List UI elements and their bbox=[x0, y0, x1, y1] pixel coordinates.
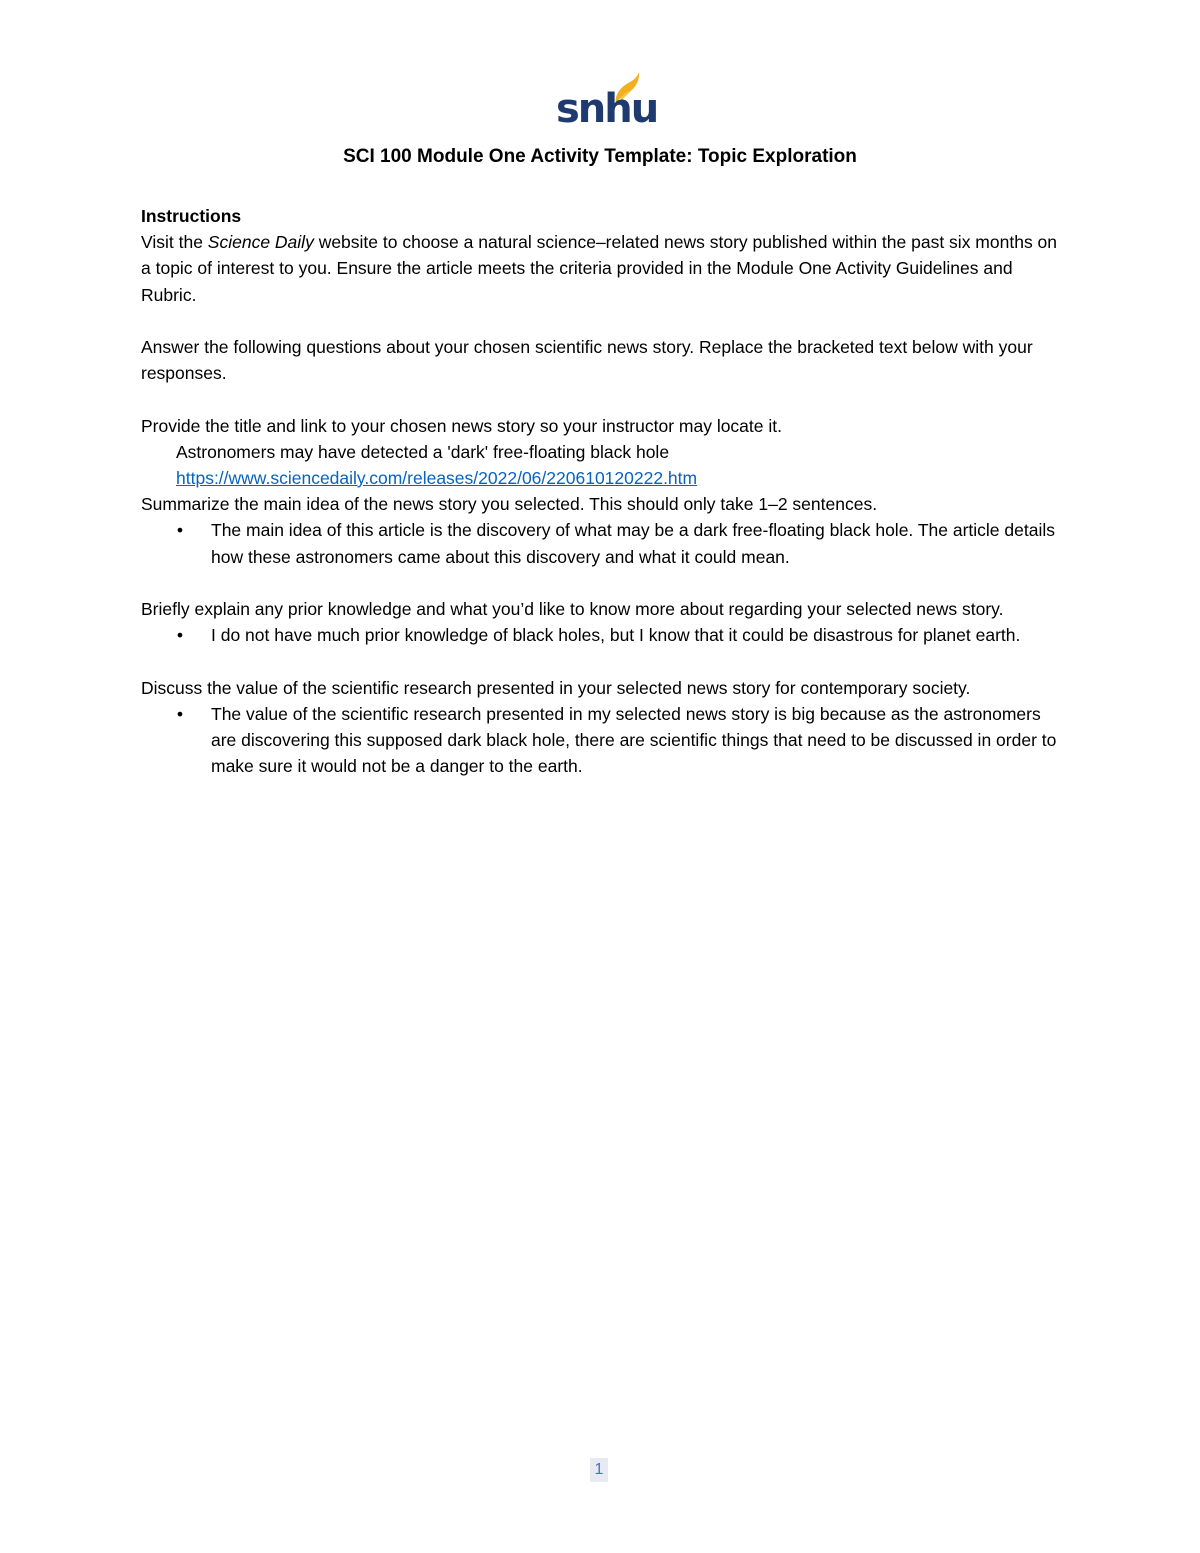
question-3-answer-text: I do not have much prior knowledge of black holes, but I know that it could be disastrous for planet earth. bbox=[211, 625, 1021, 646]
question-3-answer bbox=[141, 622, 1066, 648]
instructions-heading: Instructions bbox=[141, 206, 242, 226]
logo-wordmark: snhu bbox=[556, 86, 658, 132]
question-2-answer bbox=[141, 517, 1066, 569]
question-4-answer bbox=[141, 701, 1066, 780]
document-title: SCI 100 Module One Activity Template: Topic Exploration bbox=[343, 146, 857, 167]
intro-after: website to choose a natural science–related news story published within the past six months on a topic of interest to you. Ensure the article meets the criteria provided in the Module One Activity Guidelines and Rubric. bbox=[141, 232, 1058, 305]
bullet-icon: • bbox=[176, 520, 184, 541]
instructions-intro bbox=[141, 229, 1066, 308]
bullet-icon: • bbox=[176, 625, 184, 646]
intro-before: Visit the bbox=[141, 232, 208, 253]
article-link[interactable]: https://www.sciencedaily.com/releases/2022/06/220610120222.htm bbox=[176, 468, 698, 488]
question-2-answer-text: The main idea of this article is the discovery of what may be a dark free-floating black hole. The article details how these astronomers came about this discovery and what it could mean. bbox=[211, 520, 1055, 567]
snhu-logo bbox=[556, 72, 658, 132]
question-3-prompt: Briefly explain any prior knowledge and what you’d like to know more about regarding your selected news story. bbox=[141, 599, 1004, 619]
question-4-prompt: Discuss the value of the scientific research presented in your selected news story for contemporary society. bbox=[141, 677, 971, 698]
intro-source-name: Science Daily bbox=[207, 232, 314, 253]
question-1-answer-link-line bbox=[141, 465, 1066, 491]
question-4-answer-text: The value of the scientific research presented in my selected news story is big because as the astronomers are discovering this supposed dark black hole, there are scientific things that need to be discussed in order to make sure it would not be a danger to the earth. bbox=[211, 703, 1057, 777]
document-body bbox=[141, 203, 1066, 779]
bullet-icon: • bbox=[176, 703, 184, 724]
question-1-prompt: Provide the title and link to your chosen news story so your instructor may locate it. bbox=[141, 415, 782, 436]
page-number: 1 bbox=[590, 1458, 608, 1482]
question-2-prompt: Summarize the main idea of the news story you selected. This should only take 1–2 sentences. bbox=[141, 494, 878, 515]
answer-prompt: Answer the following questions about your chosen scientific news story. Replace the bracketed text below with your responses. bbox=[141, 337, 1033, 384]
question-1-answer-title: Astronomers may have detected a 'dark' free-floating black hole bbox=[176, 441, 670, 462]
